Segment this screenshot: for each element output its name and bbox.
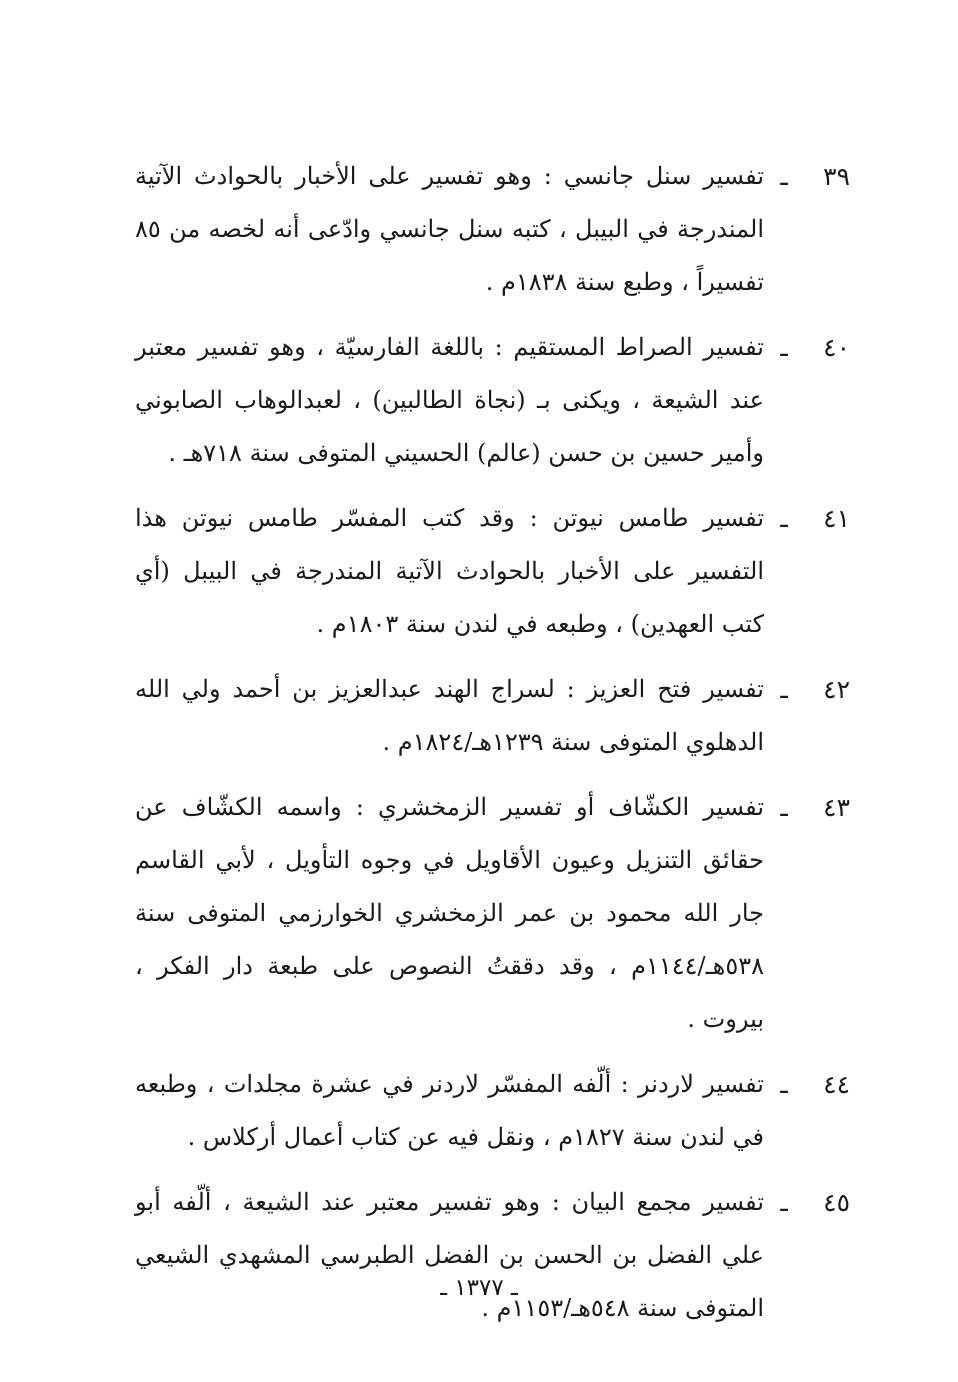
entry-number: ٤١ xyxy=(823,504,850,533)
entry-text: تفسير فتح العزيز : لسراج الهند عبدالعزيز بن أحمد ولي الله الدهلوي المتوفى سنة ١٢٣٩هـ/١٨٢٤م . xyxy=(135,675,764,756)
entry-number: ٣٩ xyxy=(823,162,850,191)
entry-dash: ـ xyxy=(780,162,788,191)
list-item xyxy=(135,781,850,1046)
entry-number: ٤٣ xyxy=(823,793,850,822)
entry-text: تفسير الكشّاف أو تفسير الزمخشري : واسمه الكشّاف عن حقائق التنزيل وعيون الأقاويل في وجوه التأويل ، لأبي القاسم جار الله محمود بن عمر الزمخشري الخوارزمي المتوفى سنة ٥٣٨هـ/١١٤٤م ، وقد دققتُ النصوص على طبعة دار الفكر ، بيروت . xyxy=(135,793,764,1033)
list-item xyxy=(135,150,850,309)
entry-number: ٤٥ xyxy=(823,1188,850,1217)
bibliography-list xyxy=(135,150,850,1347)
entry-dash: ـ xyxy=(780,504,788,533)
entry-number: ٤٠ xyxy=(823,333,850,362)
entry-dash: ـ xyxy=(780,333,788,362)
entry-number: ٤٢ xyxy=(823,675,850,704)
list-item xyxy=(135,492,850,651)
list-item xyxy=(135,1176,850,1335)
entry-dash: ـ xyxy=(780,1070,788,1099)
entry-text: تفسير لاردنر : ألّفه المفسّر لاردنر في عشرة مجلدات ، وطبعه في لندن سنة ١٨٢٧م ، ونقل فيه عن كتاب أعمال أركلاس . xyxy=(135,1070,764,1151)
list-item xyxy=(135,321,850,480)
entry-dash: ـ xyxy=(780,1188,788,1217)
list-item xyxy=(135,1058,850,1164)
entry-text: تفسير الصراط المستقيم : باللغة الفارسيّة ، وهو تفسير معتبر عند الشيعة ، ويكنى بـ (نجاة الطالبين) ، لعبدالوهاب الصابوني وأمير حسين بن حسن (عالم) الحسيني المتوفى سنة ٧١٨هـ . xyxy=(135,333,764,467)
entry-number: ٤٤ xyxy=(823,1070,850,1099)
entry-text: تفسير طامس نيوتن : وقد كتب المفسّر طامس نيوتن هذا التفسير على الأخبار بالحوادث الآتية المندرجة في البيبل (أي كتب العهدين) ، وطبعه في لندن سنة ١٨٠٣م . xyxy=(135,504,764,638)
entry-dash: ـ xyxy=(780,793,788,822)
entry-text: تفسير سنل جانسي : وهو تفسير على الأخبار بالحوادث الآتية المندرجة في البيبل ، كتبه سنل جانسي وادّعى أنه لخصه من ٨٥ تفسيراً ، وطبع سنة ١٨٣٨م . xyxy=(135,162,764,296)
entry-dash: ـ xyxy=(780,675,788,704)
list-item xyxy=(135,663,850,769)
entry-text: تفسير مجمع البيان : وهو تفسير معتبر عند الشيعة ، ألّفه أبو علي الفضل بن الحسن بن الفضل الطبرسي المشهدي الشيعي المتوفى سنة ٥٤٨هـ/١١٥٣م . xyxy=(135,1188,764,1322)
page-number: ـ ١٣٧٧ ـ xyxy=(440,1275,518,1301)
